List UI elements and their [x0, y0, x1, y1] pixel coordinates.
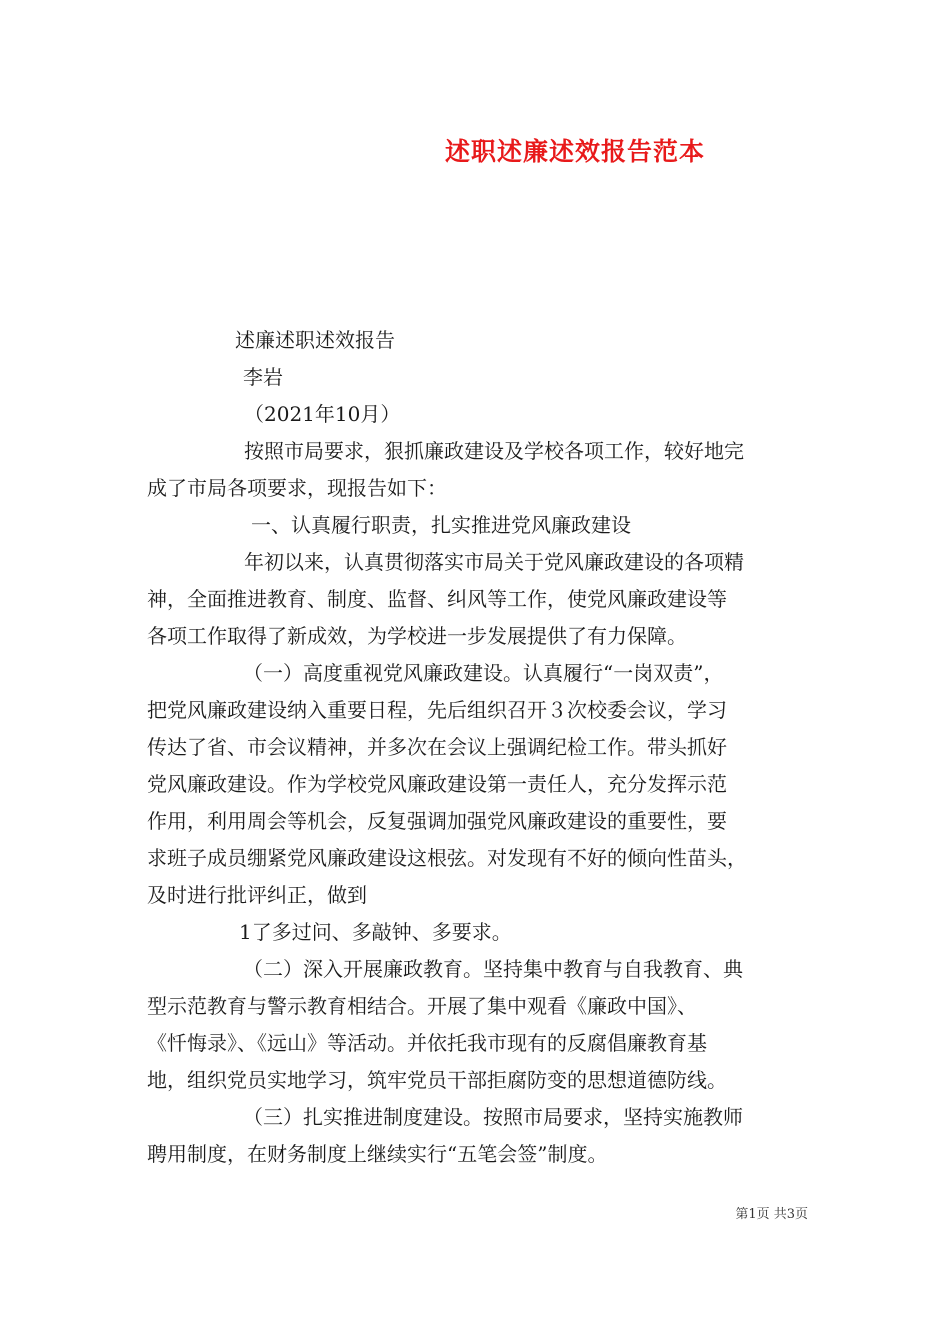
paragraph-line: 年初以来，认真贯彻落实市局关于党风廉政建设的各项精: [244, 550, 744, 574]
paragraph-line: 各项工作取得了新成效，为学校进一步发展提供了有力保障。: [147, 624, 687, 648]
paragraph-line: 作用，利用周会等机会，反复强调加强党风廉政建设的重要性，要: [147, 809, 727, 833]
paragraph-line: 把党风廉政建设纳入重要日程，先后组织召开３次校委会议，学习: [147, 698, 727, 722]
paragraph-line: 传达了省、市会议精神，并多次在会议上强调纪检工作。带头抓好: [147, 735, 727, 759]
page-footer: 第1页 共3页: [735, 1207, 808, 1222]
document-body: [147, 322, 817, 1173]
report-subtitle: 述廉述职述效报告: [235, 328, 395, 352]
paragraph-line: （二）深入开展廉政教育。坚持集中教育与自我教育、典: [243, 957, 743, 981]
paragraph-line: 地，组织党员实地学习，筑牢党员干部拒腐防变的思想道德防线。: [147, 1068, 727, 1092]
paragraph-line: 按照市局要求，狠抓廉政建设及学校各项工作，较好地完: [244, 439, 744, 463]
paragraph-line: 神，全面推进教育、制度、监督、纠风等工作，使党风廉政建设等: [147, 587, 727, 611]
paragraph-line: 《忏悔录》、《远山》等活动。并依托我市现有的反腐倡廉教育基: [147, 1031, 707, 1055]
paragraph-line: 求班子成员绷紧党风廉政建设这根弦。对发现有不好的倾向性苗头，: [147, 846, 747, 870]
paragraph-line: 成了市局各项要求，现报告如下：: [147, 476, 447, 500]
paragraph-line: 及时进行批评纠正，做到: [147, 883, 367, 907]
report-author: 李岩: [243, 365, 283, 389]
document-title: 述职述廉述效报告范本: [444, 137, 705, 166]
report-date: （2021年10月）: [244, 402, 401, 426]
paragraph-line: 型示范教育与警示教育相结合。开展了集中观看《廉政中国》、: [147, 994, 697, 1018]
section-heading: 一、认真履行职责，扎实推进党风廉政建设: [251, 513, 631, 537]
paragraph-line: 1了多过问、多敲钟、多要求。: [239, 920, 512, 944]
paragraph-line: （一）高度重视党风廉政建设。认真履行“一岗双责”，: [243, 661, 724, 685]
paragraph-line: 党风廉政建设。作为学校党风廉政建设第一责任人，充分发挥示范: [147, 772, 727, 796]
paragraph-line: 聘用制度，在财务制度上继续实行“五笔会签”制度。: [147, 1142, 608, 1166]
paragraph-line: （三）扎实推进制度建设。按照市局要求，坚持实施教师: [243, 1105, 743, 1129]
